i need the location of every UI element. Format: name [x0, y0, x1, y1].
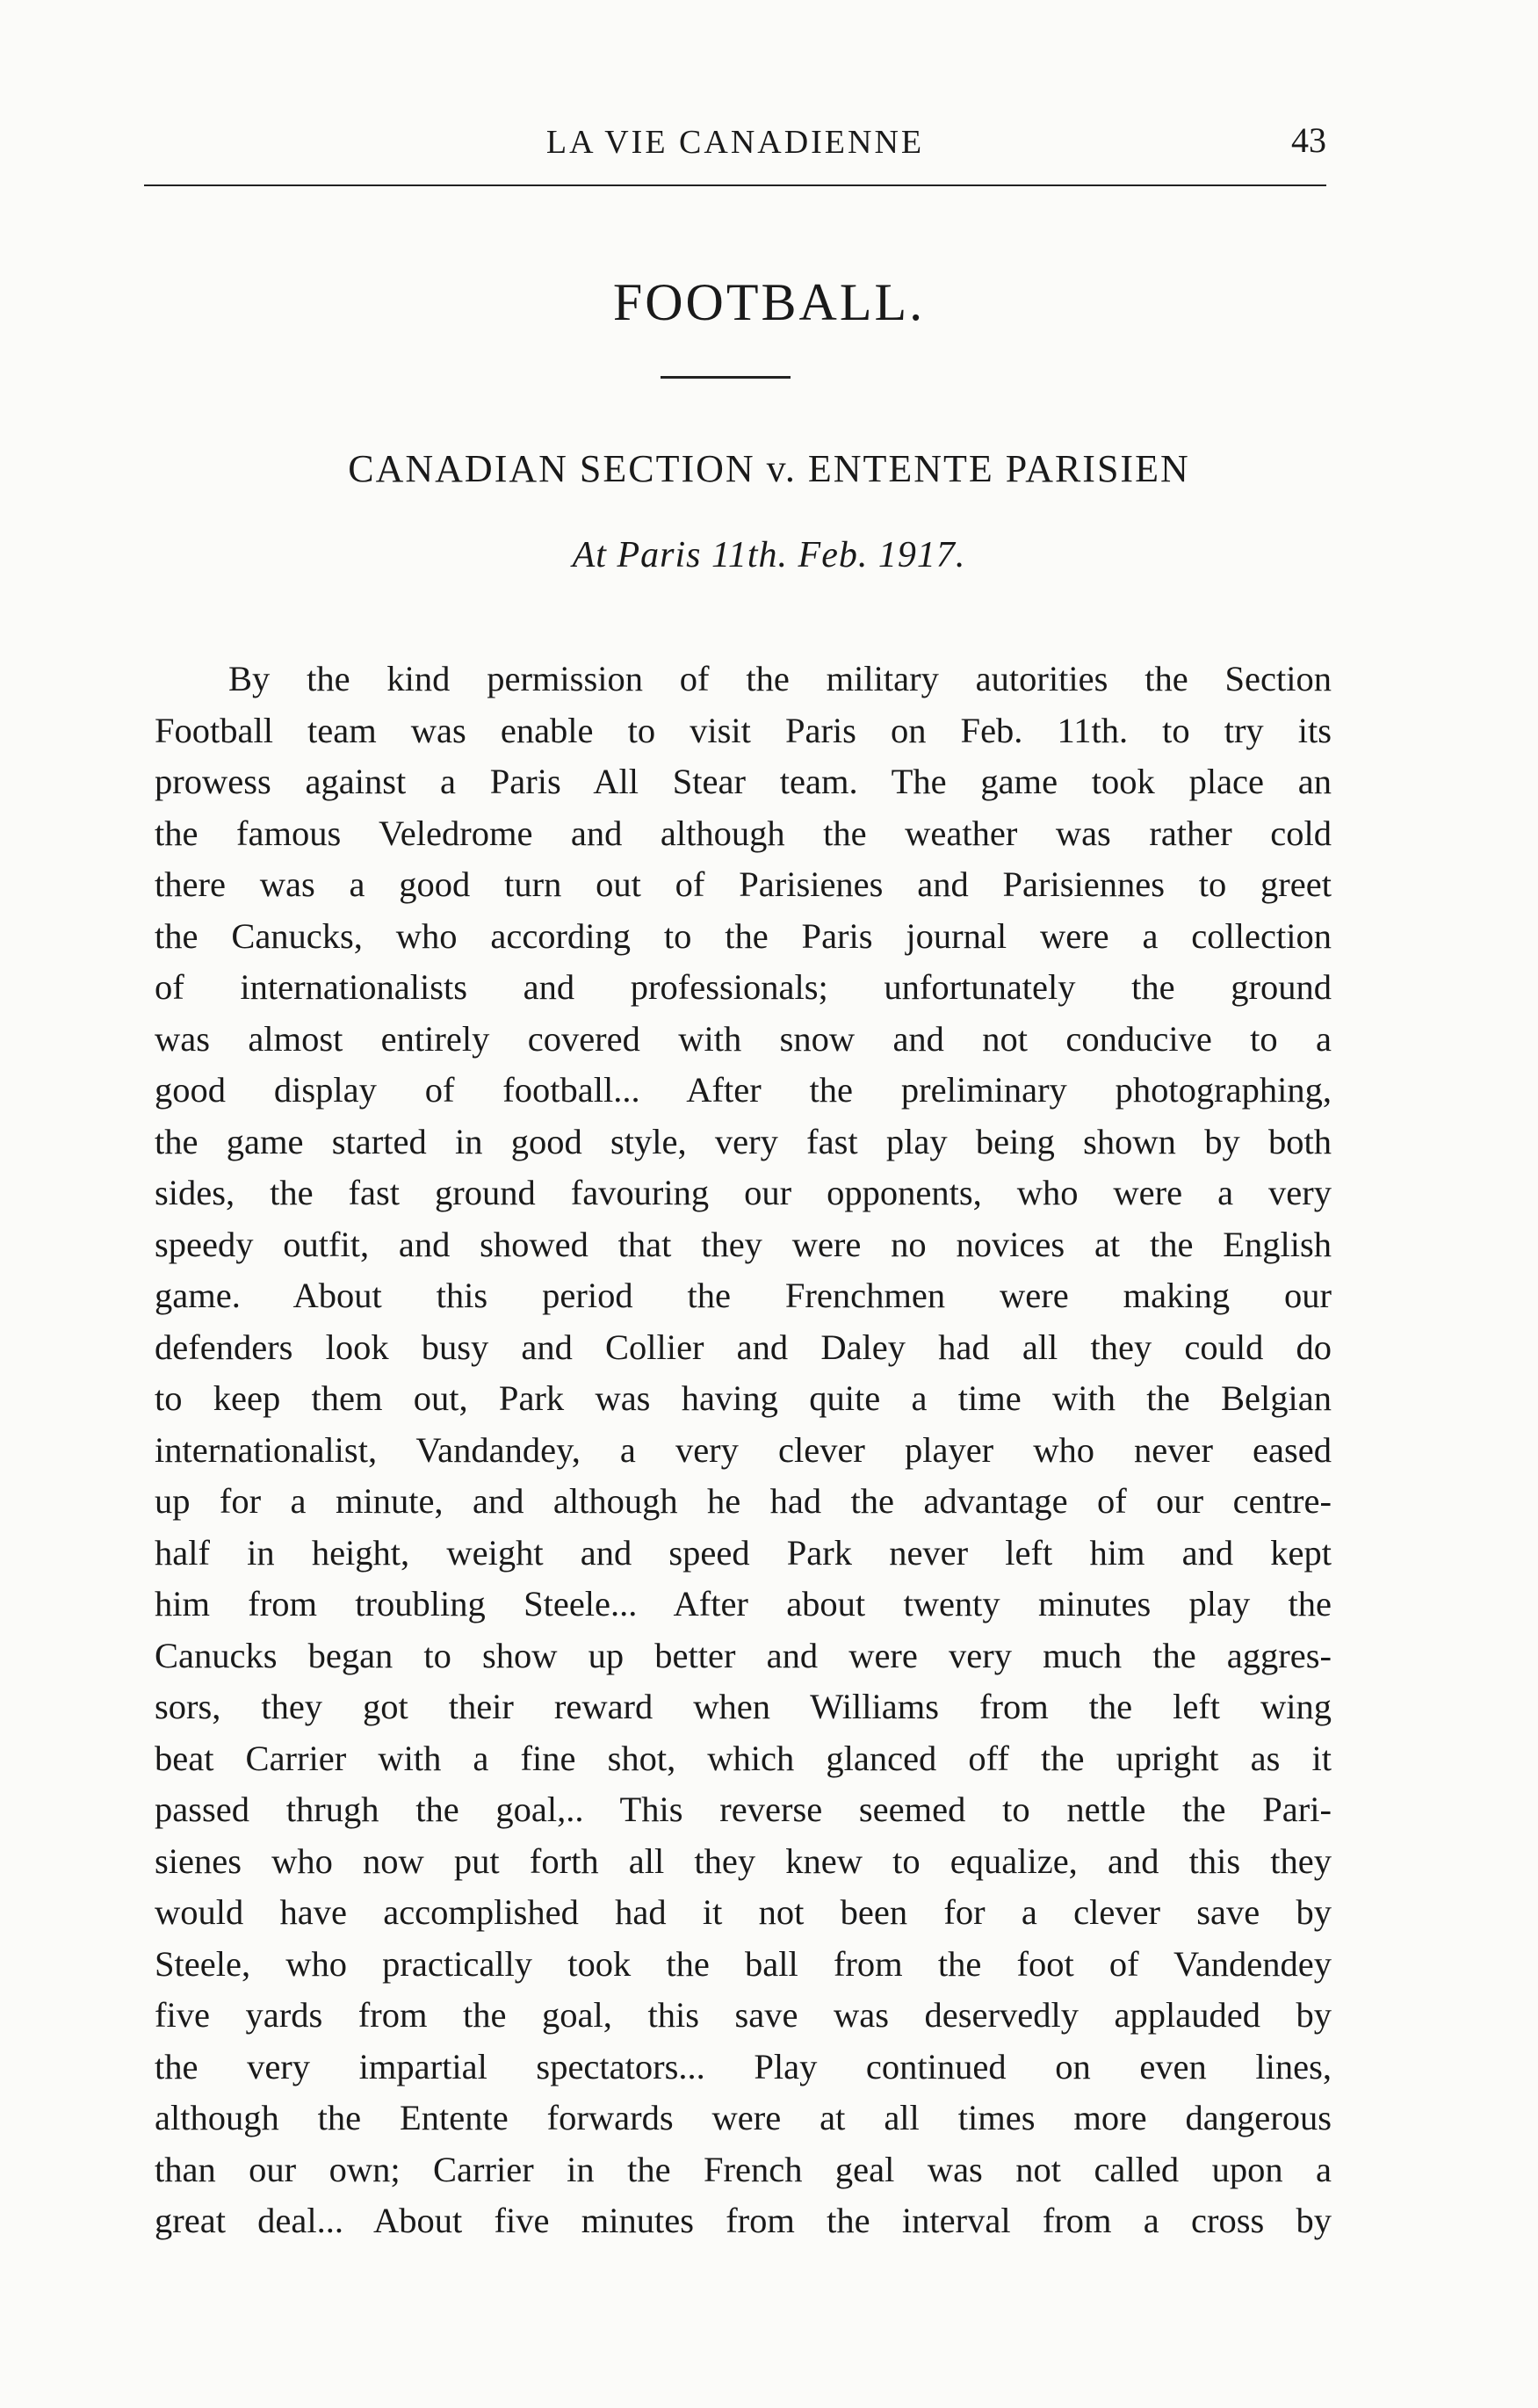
body-line: him from troubling Steele... After about twenty minutes play the: [155, 1584, 1332, 1623]
body-line: Canucks began to show up better and were very much the aggres-: [155, 1635, 1332, 1675]
body-line: Steele, who practically took the ball from the foot of Vandendey: [155, 1943, 1332, 1984]
body-line: the game started in good style, very fast play being shown by both: [155, 1121, 1332, 1161]
body-line: to keep them out, Park was having quite a time with the Belgian: [155, 1378, 1332, 1418]
body-line: great deal... About five minutes from the interval from a cross by: [155, 2201, 1332, 2240]
body-line: speedy outfit, and showed that they were no novices at the English: [155, 1224, 1332, 1264]
body-line: By the kind permission of the military autorities the Section: [228, 659, 1332, 698]
body-line: half in height, weight and speed Park never left him and kept: [155, 1532, 1332, 1573]
body-line: good display of football... After the preliminary photographing,: [155, 1070, 1332, 1110]
body-line: five yards from the goal, this save was deservedly applauded by: [155, 1995, 1332, 2035]
running-title: LA VIE CANADIENNE: [545, 124, 925, 161]
body-line: game. About this period the Frenchmen were making our: [155, 1276, 1332, 1315]
article-title: FOOTBALL.: [612, 273, 926, 331]
page-number: 43: [1291, 120, 1326, 160]
body-line: internationalist, Vandandey, a very clever player who never eased: [155, 1429, 1332, 1470]
body-line: up for a minute, and although he had the advantage of our centre-: [155, 1481, 1332, 1521]
body-line: was almost entirely covered with snow and not conducive to a: [155, 1018, 1332, 1059]
body-line: sors, they got their reward when Williams from the left wing: [155, 1687, 1332, 1726]
article-body: [155, 654, 1332, 2247]
body-line: of internationalists and professionals; unfortunately the ground: [155, 967, 1332, 1007]
body-line: the Canucks, who according to the Paris journal were a collection: [155, 915, 1332, 956]
body-line: although the Entente forwards were at all times more dangerous: [155, 2098, 1332, 2137]
body-line: would have accomplished had it not been for a clever save by: [155, 1892, 1332, 1932]
body-line: passed thrugh the goal,.. This reverse seemed to nettle the Pari-: [155, 1790, 1332, 1829]
body-line: than our own; Carrier in the French geal was not called upon a: [155, 2149, 1332, 2189]
article-dateline: At Paris 11th. Feb. 1917.: [572, 535, 966, 575]
body-line: defenders look busy and Collier and Daley had all they could do: [155, 1327, 1332, 1367]
body-line: sides, the fast ground favouring our opponents, who were a very: [155, 1173, 1332, 1212]
body-line: beat Carrier with a fine shot, which glanced off the upright as it: [155, 1738, 1332, 1778]
title-rule: [661, 376, 791, 379]
body-line: the very impartial spectators... Play continued on even lines,: [155, 2046, 1332, 2086]
header-rule: [144, 184, 1326, 186]
body-line: Football team was enable to visit Paris on Feb. 11th. to try its: [155, 710, 1332, 750]
running-head: [144, 120, 1326, 176]
body-line: there was a good turn out of Parisienes and Parisiennes to greet: [155, 864, 1332, 904]
body-line: prowess against a Paris All Stear team. The game took place an: [155, 762, 1332, 801]
article-subtitle: CANADIAN SECTION v. ENTENTE PARISIEN: [348, 447, 1190, 490]
body-line: sienes who now put forth all they knew to equalize, and this they: [155, 1840, 1332, 1881]
body-line: the famous Veledrome and although the weather was rather cold: [155, 813, 1332, 853]
